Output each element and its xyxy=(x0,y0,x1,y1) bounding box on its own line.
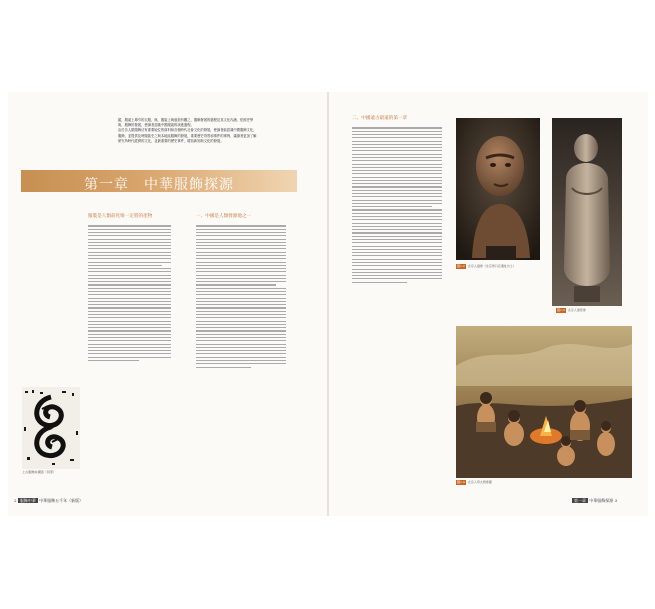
footer-badge: 服飾中華 xyxy=(19,498,36,503)
chapter-banner xyxy=(21,170,297,192)
seal-caption: 上古服飾紋樣圖（局部） xyxy=(22,470,57,474)
photo-figure-statue xyxy=(552,118,622,306)
intro-line: 研究所時代經濟的文化，並最重要的歷史事件，增加新知與文化的發展。 xyxy=(118,138,224,143)
figure-badge: 圖1-2 xyxy=(457,264,465,268)
intro-line: 縱，服裝上導引的衣服，與，服裝上與風俗有關之，服飾發展的過程及其文化內涵，依照史學 xyxy=(118,118,254,122)
right-footer xyxy=(572,498,617,504)
chapter-title: 第一章 中華服飾探源 xyxy=(84,177,234,193)
intro-line: 服飾，並提供及時服裝史之與本地區服飾的發展，重要歷史背景和事件的事例，讓讀者更加了解 xyxy=(118,133,257,138)
column-heading: 一、中國是人類發源地之一 xyxy=(196,214,252,219)
footer-text: 中華服飾探源 xyxy=(589,498,614,503)
figure-caption-3 xyxy=(456,480,632,485)
figure-caption-text: 北京人復原像 xyxy=(567,308,586,312)
right-column xyxy=(352,116,452,285)
page-number: 3 xyxy=(614,498,618,503)
left-footer xyxy=(14,498,83,504)
figure-badge: 圖1-3 xyxy=(557,308,565,312)
left-column-2 xyxy=(196,214,296,370)
intro-line: 與，服飾的發展，使讀者認識中國服裝的演進過程。 xyxy=(118,123,194,128)
figure-caption-text: 北京人用火想像圖 xyxy=(467,480,492,484)
photo-prehistoric-scene xyxy=(456,326,632,478)
book-gutter xyxy=(327,92,329,516)
column-heading: 服裝是人類前化唯一定將的產物 xyxy=(88,214,153,219)
chapter-intro xyxy=(118,118,298,144)
page-number: 2 xyxy=(14,498,17,503)
figure-caption-1 xyxy=(456,264,542,269)
footer-text: 中華服飾五千年（新版） xyxy=(39,498,84,503)
footer-badge: 第一章 xyxy=(574,498,586,503)
intro-line: 由於各人類服飾佔有重要地位的資料和各個時代社會文化的發展，使讀者能認識中國服飾文化， xyxy=(118,128,257,133)
left-column-1 xyxy=(88,214,180,363)
figure-caption-text: 北京人頭像（北京周口店遺址出土） xyxy=(467,264,516,268)
column-heading: 二、中國遠古最遠的第一章 xyxy=(352,116,408,121)
seal-rubbing-image xyxy=(22,387,80,469)
figure-badge: 圖1-4 xyxy=(457,480,465,484)
figure-caption-2 xyxy=(556,308,628,313)
photo-peking-man-bust xyxy=(456,118,540,260)
